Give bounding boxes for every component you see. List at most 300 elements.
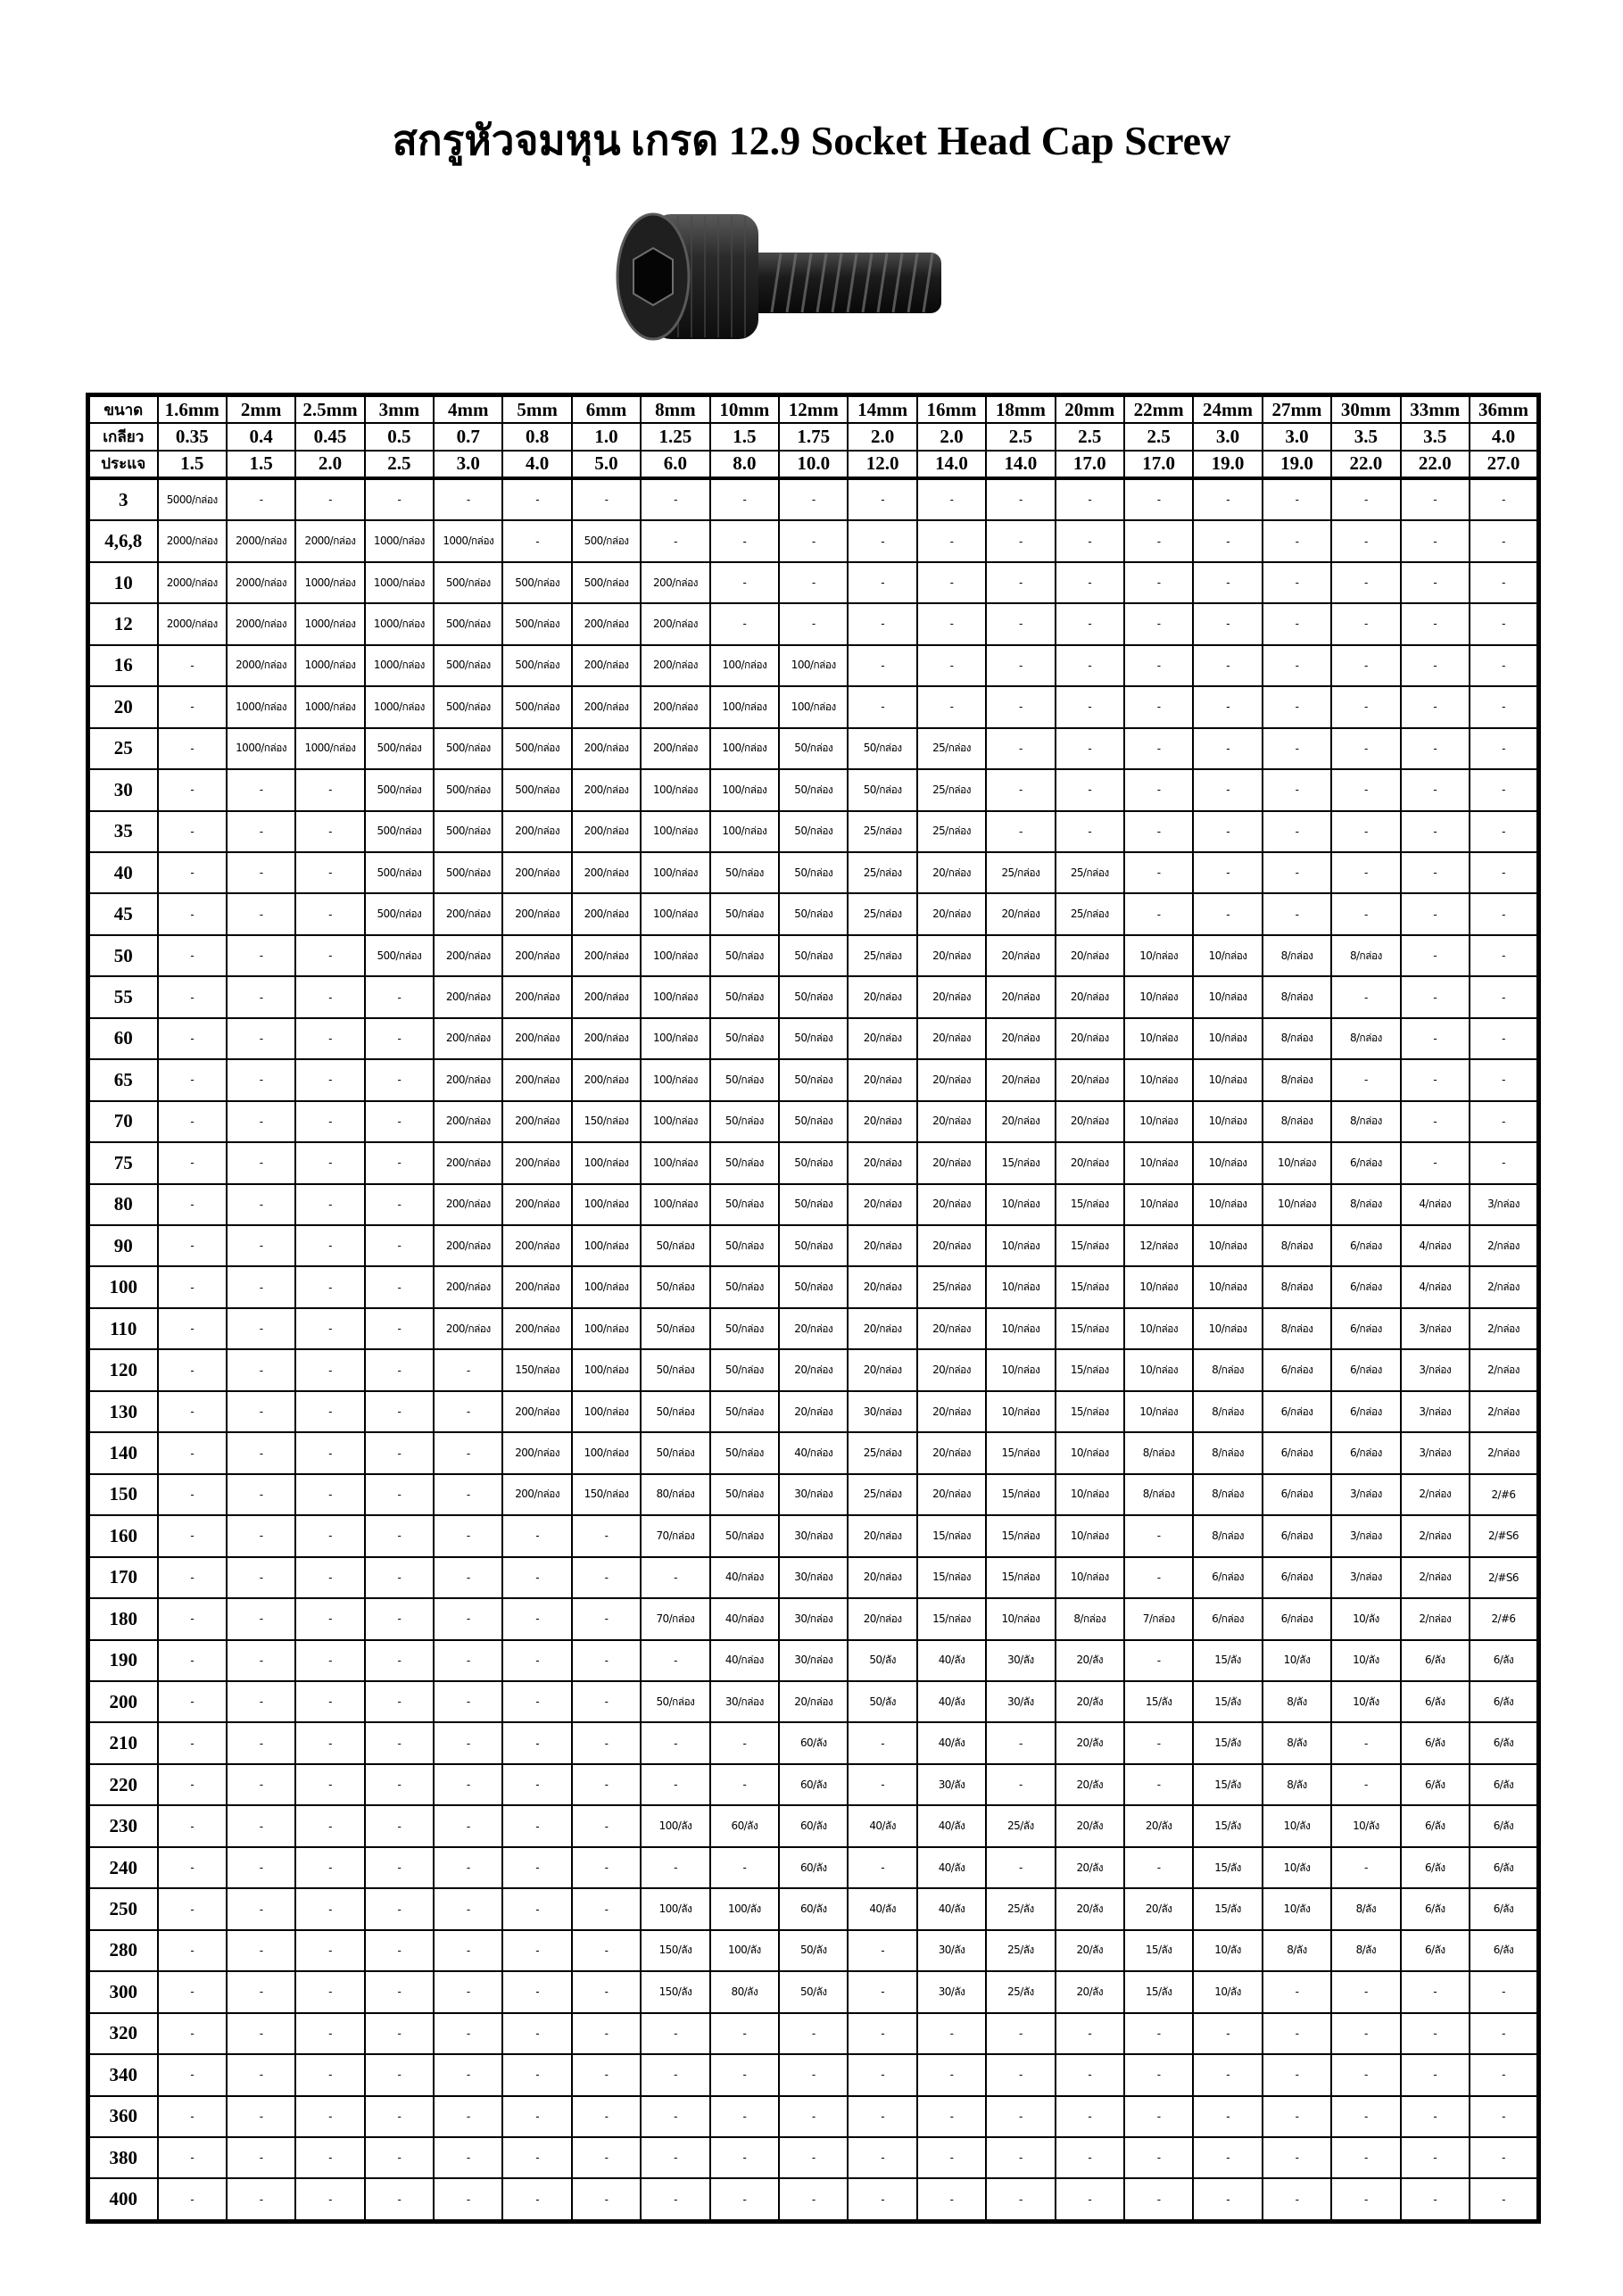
quantity-cell: 100/กล่อง <box>710 769 779 810</box>
quantity-cell: - <box>1056 562 1124 603</box>
quantity-cell: 200/กล่อง <box>572 976 641 1017</box>
quantity-cell: - <box>1193 562 1262 603</box>
quantity-cell: 100/กล่อง <box>641 769 709 810</box>
table-row <box>88 1184 1539 1225</box>
table-row <box>88 893 1539 934</box>
quantity-cell: 15/กล่อง <box>986 1432 1055 1473</box>
quantity-cell: 2/กล่อง <box>1470 1349 1539 1390</box>
quantity-cell: 25/กล่อง <box>917 728 986 769</box>
header-cell-thread-pitch: 2.0 <box>848 423 916 450</box>
quantity-cell: - <box>158 1308 227 1349</box>
quantity-cell: 20/กล่อง <box>917 1349 986 1390</box>
quantity-cell: - <box>365 2054 434 2095</box>
quantity-cell: - <box>1331 2137 1400 2178</box>
quantity-cell: 40/ลัง <box>917 1847 986 1888</box>
quantity-cell: - <box>227 2013 295 2054</box>
quantity-cell: - <box>1470 562 1539 603</box>
quantity-cell: 10/กล่อง <box>1263 1184 1331 1225</box>
table-row <box>88 2137 1539 2178</box>
quantity-cell: - <box>572 1681 641 1722</box>
quantity-cell: 6/กล่อง <box>1193 1557 1262 1598</box>
quantity-cell: - <box>1193 2178 1262 2221</box>
table-row <box>88 1764 1539 1805</box>
quantity-cell: - <box>365 2137 434 2178</box>
quantity-cell: 3/กล่อง <box>1401 1432 1470 1473</box>
quantity-cell: - <box>1401 520 1470 561</box>
quantity-cell: 500/กล่อง <box>365 893 434 934</box>
quantity-cell: 25/กล่อง <box>917 811 986 852</box>
quantity-cell: - <box>502 2137 571 2178</box>
header-cell-thread-pitch: 2.5 <box>986 423 1055 450</box>
quantity-cell: 200/กล่อง <box>641 686 709 727</box>
quantity-cell: - <box>295 2096 364 2137</box>
quantity-cell: 25/กล่อง <box>986 852 1055 893</box>
quantity-cell: - <box>227 1059 295 1100</box>
table-row <box>88 520 1539 561</box>
quantity-cell: - <box>158 1598 227 1639</box>
table-row <box>88 2178 1539 2221</box>
quantity-cell: - <box>986 603 1055 644</box>
quantity-cell: 20/กล่อง <box>917 1142 986 1183</box>
quantity-cell: 3/กล่อง <box>1331 1474 1400 1515</box>
quantity-cell: 500/กล่อง <box>572 520 641 561</box>
quantity-cell: - <box>1056 478 1124 520</box>
quantity-cell: 50/กล่อง <box>779 728 848 769</box>
quantity-cell: 30/กล่อง <box>779 1474 848 1515</box>
quantity-cell: 25/กล่อง <box>848 1474 916 1515</box>
quantity-cell: 30/กล่อง <box>779 1515 848 1556</box>
quantity-cell: - <box>158 1805 227 1846</box>
quantity-cell: - <box>502 1557 571 1598</box>
quantity-cell: - <box>917 478 986 520</box>
quantity-cell: - <box>641 520 709 561</box>
length-cell: 150 <box>88 1474 158 1515</box>
header-cell-hex-key: 5.0 <box>572 451 641 478</box>
length-cell: 90 <box>88 1225 158 1266</box>
header-cell-thread-pitch: 2.5 <box>1056 423 1124 450</box>
quantity-cell: - <box>227 1764 295 1805</box>
length-cell: 250 <box>88 1888 158 1929</box>
quantity-cell: 15/กล่อง <box>986 1515 1055 1556</box>
quantity-cell: 1000/กล่อง <box>365 562 434 603</box>
length-cell: 210 <box>88 1722 158 1763</box>
quantity-cell: - <box>572 2178 641 2221</box>
quantity-cell: - <box>158 1184 227 1225</box>
quantity-cell: 10/กล่อง <box>1193 1018 1262 1059</box>
header-cell-size: 30mm <box>1331 395 1400 424</box>
quantity-cell: - <box>434 1515 502 1556</box>
quantity-cell: - <box>227 1432 295 1473</box>
quantity-cell: - <box>1193 2054 1262 2095</box>
length-cell: 220 <box>88 1764 158 1805</box>
quantity-cell: 200/กล่อง <box>502 1225 571 1266</box>
quantity-cell: 10/ลัง <box>1263 1805 1331 1846</box>
quantity-cell: 2/กล่อง <box>1470 1432 1539 1473</box>
quantity-cell: - <box>1056 645 1124 686</box>
quantity-cell: - <box>1331 603 1400 644</box>
quantity-cell: 70/กล่อง <box>641 1598 709 1639</box>
quantity-cell: 50/กล่อง <box>641 1308 709 1349</box>
table-row <box>88 976 1539 1017</box>
quantity-cell: - <box>295 1474 364 1515</box>
quantity-cell: 20/กล่อง <box>917 1225 986 1266</box>
quantity-cell: 50/กล่อง <box>710 1059 779 1100</box>
quantity-cell: - <box>1401 562 1470 603</box>
quantity-cell: - <box>848 686 916 727</box>
quantity-cell: - <box>295 1515 364 1556</box>
quantity-cell: - <box>365 1971 434 2012</box>
quantity-cell: - <box>295 1018 364 1059</box>
quantity-cell: 50/กล่อง <box>641 1681 709 1722</box>
quantity-cell: 200/กล่อง <box>641 603 709 644</box>
quantity-cell: 20/กล่อง <box>779 1308 848 1349</box>
quantity-cell: 2/กล่อง <box>1470 1391 1539 1432</box>
quantity-cell: - <box>572 478 641 520</box>
header-cell-size: 6mm <box>572 395 641 424</box>
quantity-cell: - <box>1470 2137 1539 2178</box>
quantity-cell: 1000/กล่อง <box>434 520 502 561</box>
table-row <box>88 686 1539 727</box>
quantity-cell: - <box>158 811 227 852</box>
quantity-cell: - <box>434 1349 502 1390</box>
quantity-cell: - <box>1331 2096 1400 2137</box>
quantity-cell: - <box>641 1847 709 1888</box>
quantity-cell: - <box>434 1847 502 1888</box>
quantity-cell: - <box>1470 2096 1539 2137</box>
quantity-cell: 50/กล่อง <box>779 1059 848 1100</box>
quantity-cell: 8/กล่อง <box>1331 1184 1400 1225</box>
quantity-cell: - <box>1401 2096 1470 2137</box>
header-cell-hex-key: 14.0 <box>986 451 1055 478</box>
quantity-cell: - <box>365 478 434 520</box>
header-cell-size: 4mm <box>434 395 502 424</box>
quantity-cell: - <box>710 1847 779 1888</box>
quantity-cell: - <box>227 1474 295 1515</box>
quantity-cell: - <box>1401 976 1470 1017</box>
quantity-cell: - <box>1470 976 1539 1017</box>
length-cell: 400 <box>88 2178 158 2221</box>
quantity-cell: - <box>227 1930 295 1971</box>
quantity-cell: - <box>917 2013 986 2054</box>
quantity-cell: - <box>1331 645 1400 686</box>
quantity-cell: - <box>227 1184 295 1225</box>
quantity-cell: - <box>641 2013 709 2054</box>
quantity-cell: 200/กล่อง <box>434 893 502 934</box>
quantity-cell: - <box>158 1266 227 1307</box>
table-row <box>88 1142 1539 1183</box>
quantity-cell: 60/ลัง <box>779 1888 848 1929</box>
header-row-size <box>88 395 1539 424</box>
quantity-cell: 3/กล่อง <box>1401 1349 1470 1390</box>
quantity-cell: 1000/กล่อง <box>365 645 434 686</box>
quantity-cell: - <box>1331 1059 1400 1100</box>
quantity-cell: 50/กล่อง <box>779 1101 848 1142</box>
quantity-cell: 20/ลัง <box>1056 1805 1124 1846</box>
quantity-cell: - <box>1331 976 1400 1017</box>
quantity-cell: - <box>1124 811 1193 852</box>
quantity-cell: 8/กล่อง <box>1193 1349 1262 1390</box>
quantity-cell: - <box>502 2096 571 2137</box>
quantity-cell: 200/กล่อง <box>434 1184 502 1225</box>
header-row-thread-pitch <box>88 423 1539 450</box>
quantity-cell: 200/กล่อง <box>572 645 641 686</box>
quantity-cell: - <box>227 2137 295 2178</box>
quantity-cell: - <box>641 2178 709 2221</box>
quantity-cell: 6/ลัง <box>1470 1764 1539 1805</box>
quantity-cell: 2/กล่อง <box>1470 1308 1539 1349</box>
quantity-cell: 20/ลัง <box>1056 1971 1124 2012</box>
length-cell: 130 <box>88 1391 158 1432</box>
quantity-cell: - <box>1331 686 1400 727</box>
quantity-cell: 20/กล่อง <box>848 1059 916 1100</box>
quantity-cell: 200/กล่อง <box>641 562 709 603</box>
quantity-cell: 10/กล่อง <box>986 1225 1055 1266</box>
quantity-cell: - <box>779 478 848 520</box>
quantity-cell: 10/กล่อง <box>1124 1349 1193 1390</box>
quantity-cell: - <box>227 1722 295 1763</box>
quantity-cell: - <box>1193 2013 1262 2054</box>
quantity-cell: 50/กล่อง <box>779 852 848 893</box>
header-cell-hex-key: 1.5 <box>227 451 295 478</box>
quantity-cell: - <box>1193 852 1262 893</box>
header-cell-thread-pitch: 2.0 <box>917 423 986 450</box>
quantity-cell: 500/กล่อง <box>365 852 434 893</box>
quantity-cell: 200/กล่อง <box>434 1142 502 1183</box>
quantity-cell: 100/กล่อง <box>572 1432 641 1473</box>
quantity-cell: 6/กล่อง <box>1263 1557 1331 1598</box>
quantity-cell: - <box>1401 603 1470 644</box>
quantity-cell: - <box>1470 893 1539 934</box>
quantity-cell: - <box>1263 769 1331 810</box>
quantity-cell: - <box>227 769 295 810</box>
quantity-cell: 100/กล่อง <box>641 935 709 976</box>
quantity-cell: - <box>365 1474 434 1515</box>
quantity-cell: - <box>434 1474 502 1515</box>
quantity-cell: 15/กล่อง <box>1056 1308 1124 1349</box>
quantity-cell: 50/ลัง <box>779 1930 848 1971</box>
quantity-cell: 50/กล่อง <box>641 1432 709 1473</box>
quantity-cell: 100/ลัง <box>641 1805 709 1846</box>
quantity-cell: 20/กล่อง <box>917 976 986 1017</box>
quantity-cell: 25/ลัง <box>986 1888 1055 1929</box>
quantity-cell: - <box>295 1059 364 1100</box>
quantity-cell: 10/กล่อง <box>986 1184 1055 1225</box>
quantity-cell: 20/กล่อง <box>848 1557 916 1598</box>
quantity-cell: - <box>365 1349 434 1390</box>
quantity-cell: 15/กล่อง <box>1056 1391 1124 1432</box>
table-row <box>88 852 1539 893</box>
header-cell-size: 14mm <box>848 395 916 424</box>
quantity-cell: 20/กล่อง <box>917 1018 986 1059</box>
quantity-cell: 6/กล่อง <box>1331 1266 1400 1307</box>
quantity-cell: 2/#6 <box>1470 1598 1539 1639</box>
quantity-cell: - <box>779 2096 848 2137</box>
quantity-cell: 2/#S6 <box>1470 1557 1539 1598</box>
quantity-cell: 6/กล่อง <box>1193 1598 1262 1639</box>
quantity-cell: - <box>1124 2054 1193 2095</box>
quantity-cell: - <box>1124 769 1193 810</box>
quantity-cell: - <box>1263 686 1331 727</box>
quantity-cell: 20/กล่อง <box>848 1308 916 1349</box>
quantity-cell: 50/กล่อง <box>779 1018 848 1059</box>
quantity-cell: 10/กล่อง <box>1124 1308 1193 1349</box>
quantity-cell: - <box>365 1225 434 1266</box>
quantity-cell: 4/กล่อง <box>1401 1225 1470 1266</box>
quantity-cell: - <box>1401 935 1470 976</box>
quantity-cell: 10/กล่อง <box>1056 1557 1124 1598</box>
length-cell: 280 <box>88 1930 158 1971</box>
quantity-cell: 3/กล่อง <box>1331 1515 1400 1556</box>
quantity-cell: - <box>434 1805 502 1846</box>
length-cell: 40 <box>88 852 158 893</box>
quantity-cell: 6/ลัง <box>1470 1640 1539 1681</box>
quantity-cell: - <box>1470 769 1539 810</box>
quantity-cell: 100/กล่อง <box>641 1184 709 1225</box>
quantity-cell: 20/ลัง <box>1056 1888 1124 1929</box>
quantity-cell: 25/ลัง <box>986 1971 1055 2012</box>
quantity-cell: - <box>1331 520 1400 561</box>
quantity-cell: - <box>1056 520 1124 561</box>
quantity-cell: - <box>295 1101 364 1142</box>
quantity-cell: - <box>986 769 1055 810</box>
quantity-cell: - <box>572 1722 641 1763</box>
length-cell: 190 <box>88 1640 158 1681</box>
quantity-cell: - <box>1401 1018 1470 1059</box>
quantity-cell: 6/กล่อง <box>1263 1349 1331 1390</box>
quantity-cell: - <box>1401 893 1470 934</box>
quantity-cell: - <box>1401 1059 1470 1100</box>
quantity-cell: 50/กล่อง <box>710 935 779 976</box>
socket-head-cap-screw-photo-icon <box>589 203 964 351</box>
table-row <box>88 1888 1539 1929</box>
quantity-cell: 25/กล่อง <box>848 852 916 893</box>
quantity-cell: 100/กล่อง <box>779 645 848 686</box>
quantity-cell: - <box>227 2178 295 2221</box>
header-cell-thread-pitch: 3.5 <box>1331 423 1400 450</box>
quantity-cell: - <box>1124 478 1193 520</box>
quantity-cell: 50/กล่อง <box>779 935 848 976</box>
quantity-cell: - <box>434 478 502 520</box>
length-cell: 55 <box>88 976 158 1017</box>
quantity-cell: - <box>158 1018 227 1059</box>
quantity-cell: 2000/กล่อง <box>227 562 295 603</box>
quantity-cell: 20/กล่อง <box>1056 1101 1124 1142</box>
quantity-cell: - <box>917 2137 986 2178</box>
quantity-cell: - <box>848 1930 916 1971</box>
header-label-hex-key: ประแจ <box>88 451 158 478</box>
header-cell-thread-pitch: 0.8 <box>502 423 571 450</box>
quantity-cell: 10/ลัง <box>1331 1640 1400 1681</box>
quantity-cell: 6/กล่อง <box>1263 1432 1331 1473</box>
length-cell: 340 <box>88 2054 158 2095</box>
quantity-cell: 200/กล่อง <box>572 935 641 976</box>
quantity-cell: - <box>365 1722 434 1763</box>
quantity-cell: 20/ลัง <box>1056 1722 1124 1763</box>
quantity-cell: - <box>986 2054 1055 2095</box>
quantity-cell: 50/กล่อง <box>710 1018 779 1059</box>
length-cell: 300 <box>88 1971 158 2012</box>
quantity-cell: - <box>434 1391 502 1432</box>
quantity-cell: 200/กล่อง <box>502 893 571 934</box>
quantity-cell: - <box>1470 935 1539 976</box>
quantity-cell: 20/ลัง <box>1056 1681 1124 1722</box>
quantity-cell: 50/กล่อง <box>848 769 916 810</box>
quantity-cell: - <box>158 1391 227 1432</box>
quantity-cell: - <box>158 686 227 727</box>
quantity-cell: - <box>572 2054 641 2095</box>
quantity-cell: 20/กล่อง <box>917 1101 986 1142</box>
quantity-cell: - <box>986 1722 1055 1763</box>
quantity-cell: 20/กล่อง <box>848 976 916 1017</box>
quantity-cell: 50/กล่อง <box>710 976 779 1017</box>
quantity-cell: 10/กล่อง <box>1193 1266 1262 1307</box>
quantity-cell: 50/กล่อง <box>779 893 848 934</box>
quantity-cell: 200/กล่อง <box>502 1184 571 1225</box>
table-row <box>88 1640 1539 1681</box>
quantity-cell: - <box>227 1101 295 1142</box>
quantity-cell: 200/กล่อง <box>572 852 641 893</box>
quantity-cell: 50/กล่อง <box>710 1515 779 1556</box>
quantity-cell: 100/กล่อง <box>710 728 779 769</box>
header-cell-size: 36mm <box>1470 395 1539 424</box>
table-row <box>88 728 1539 769</box>
quantity-cell: - <box>295 1805 364 1846</box>
quantity-cell: - <box>1470 1059 1539 1100</box>
quantity-cell: - <box>365 1930 434 1971</box>
header-cell-thread-pitch: 3.0 <box>1263 423 1331 450</box>
quantity-cell: - <box>1331 1722 1400 1763</box>
header-cell-hex-key: 12.0 <box>848 451 916 478</box>
quantity-cell: 200/กล่อง <box>641 645 709 686</box>
quantity-cell: - <box>434 1764 502 1805</box>
quantity-cell: 10/กล่อง <box>1124 976 1193 1017</box>
quantity-cell: 6/ลัง <box>1470 1681 1539 1722</box>
quantity-cell: 10/ลัง <box>1331 1805 1400 1846</box>
quantity-cell: - <box>502 1515 571 1556</box>
quantity-cell: - <box>295 769 364 810</box>
quantity-cell: 10/ลัง <box>1193 1971 1262 2012</box>
header-cell-hex-key: 22.0 <box>1331 451 1400 478</box>
table-row <box>88 1308 1539 1349</box>
quantity-cell: 20/ลัง <box>1056 1847 1124 1888</box>
quantity-cell: 20/กล่อง <box>986 1059 1055 1100</box>
quantity-cell: - <box>710 2054 779 2095</box>
quantity-cell: 8/กล่อง <box>1263 935 1331 976</box>
header-cell-hex-key: 19.0 <box>1263 451 1331 478</box>
length-cell: 100 <box>88 1266 158 1307</box>
quantity-cell: 40/ลัง <box>917 1681 986 1722</box>
quantity-cell: 200/กล่อง <box>502 935 571 976</box>
quantity-cell: 100/กล่อง <box>572 1308 641 1349</box>
table-row <box>88 2054 1539 2095</box>
quantity-cell: 5000/กล่อง <box>158 478 227 520</box>
quantity-cell: 8/ลัง <box>1263 1930 1331 1971</box>
quantity-cell: 8/กล่อง <box>1263 1018 1331 1059</box>
length-cell: 16 <box>88 645 158 686</box>
quantity-cell: 12/กล่อง <box>1124 1225 1193 1266</box>
quantity-cell: - <box>1124 1557 1193 1598</box>
quantity-cell: - <box>1331 728 1400 769</box>
quantity-cell: - <box>227 2096 295 2137</box>
quantity-cell: 100/กล่อง <box>572 1225 641 1266</box>
quantity-cell: - <box>572 1805 641 1846</box>
quantity-cell: - <box>295 1640 364 1681</box>
quantity-cell: 20/กล่อง <box>917 1432 986 1473</box>
quantity-cell: 10/กล่อง <box>986 1349 1055 1390</box>
quantity-cell: - <box>365 1640 434 1681</box>
quantity-cell: 10/ลัง <box>1331 1681 1400 1722</box>
quantity-cell: - <box>1056 603 1124 644</box>
